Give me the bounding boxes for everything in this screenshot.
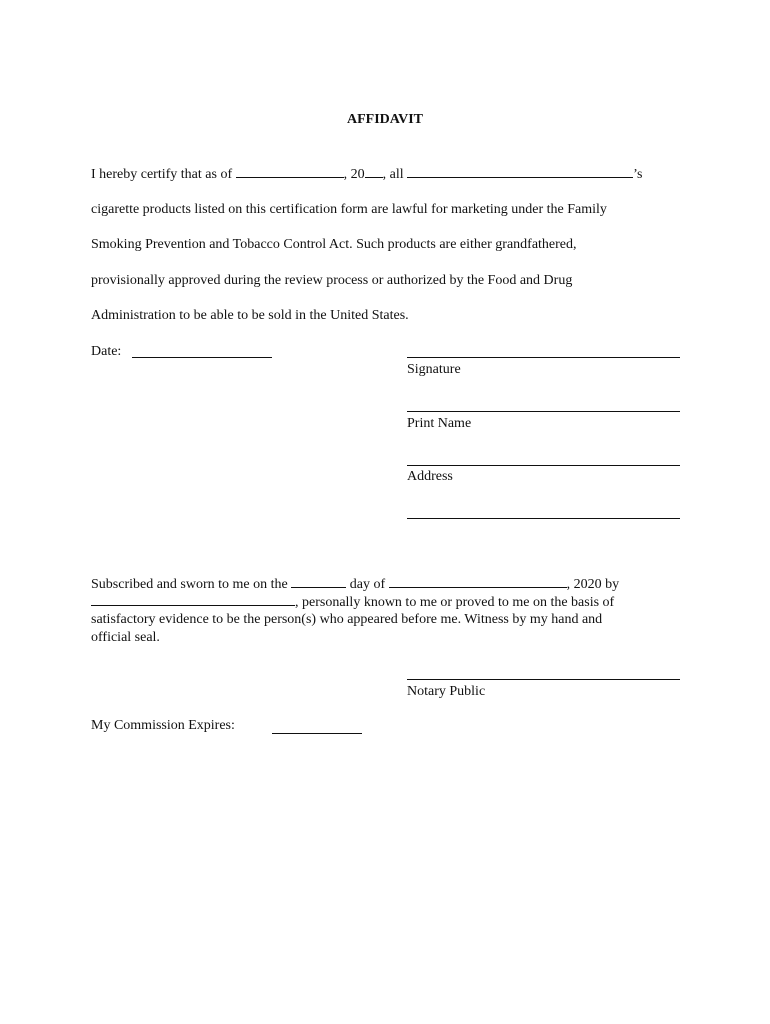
notary-signature-line[interactable] [407,679,680,680]
jurat-day-blank[interactable] [291,576,346,588]
certify-line [91,166,642,183]
certify-all: , all [382,167,404,182]
jurat-known: , personally known to me or proved to me on the basis of [295,595,615,610]
jurat-month-blank[interactable] [389,576,567,588]
signature-label: Signature [407,362,461,377]
paragraph-line: Administration to be able to be sold in the United States. [91,308,409,323]
jurat-prefix: Subscribed and sworn to me on the [91,577,288,592]
date-blank[interactable] [132,357,272,358]
paragraph-line: cigarette products listed on this certification form are lawful for marketing under the Family [91,202,607,217]
print-name-line[interactable] [407,411,680,412]
certify-year-prefix: , 20 [343,167,365,182]
jurat-year: , 2020 by [566,577,620,592]
jurat-line-1 [91,576,619,593]
certify-year-blank[interactable] [365,166,383,178]
signature-line[interactable] [407,357,680,358]
commission-blank[interactable] [272,733,362,734]
certify-possessive: ’s [633,167,643,182]
notary-label: Notary Public [407,684,486,699]
commission-label: My Commission Expires: [91,718,235,733]
print-name-label: Print Name [407,416,472,431]
paragraph-line: Smoking Prevention and Tobacco Control Act. Such products are either grandfathered, [91,237,577,252]
jurat-line-4: official seal. [91,630,160,645]
date-label: Date: [91,344,122,359]
jurat-line-3: satisfactory evidence to be the person(s) who appeared before me. Witness by my hand and [91,612,603,627]
document-title: AFFIDAVIT [347,112,423,127]
address-line-2[interactable] [407,518,680,519]
jurat-person-blank[interactable] [91,594,295,606]
paragraph-line: provisionally approved during the review process or authorized by the Food and Drug [91,273,573,288]
jurat-line-2 [91,594,614,611]
certify-date-blank[interactable] [236,166,344,178]
address-label: Address [407,469,453,484]
certify-company-blank[interactable] [407,166,633,178]
address-line[interactable] [407,465,680,466]
jurat-day-of: day of [349,577,386,592]
certify-prefix: I hereby certify that as of [91,167,233,182]
